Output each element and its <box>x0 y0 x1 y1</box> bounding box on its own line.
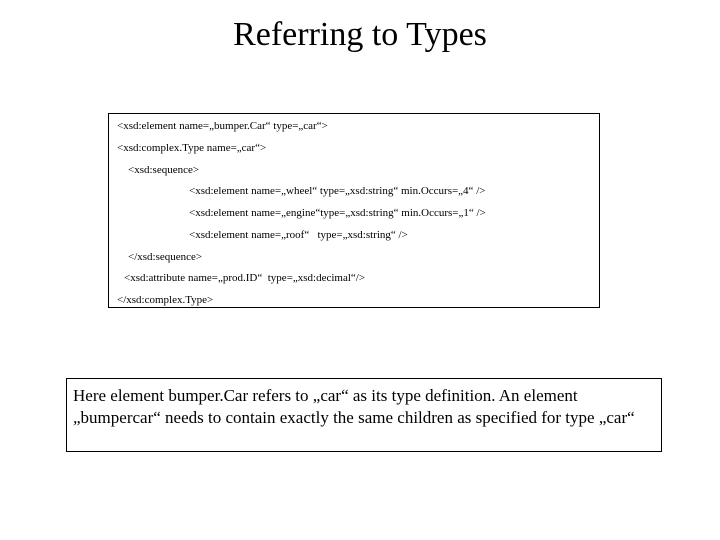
code-line-complextype: <xsd:complex.Type name=„car“> <box>117 142 267 154</box>
page-title: Referring to Types <box>233 16 487 53</box>
code-line-complextype-end: </xsd:complex.Type> <box>117 294 214 306</box>
code-box <box>108 113 600 308</box>
code-line-roof: <xsd:element name=„roof“ type=„xsd:string“ /> <box>189 229 408 241</box>
code-line-element: <xsd:element name=„bumper.Car“ type=„car“> <box>117 120 328 132</box>
code-line-engine: <xsd:element name=„engine“type=„xsd:string“ min.Occurs=„1“ /> <box>189 207 486 219</box>
code-line-attribute: <xsd:attribute name=„prod.ID“ type=„xsd:decimal“/> <box>124 272 366 284</box>
code-line-sequence: <xsd:sequence> <box>128 164 200 176</box>
explanation-note: Here element bumper.Car refers to „car“ as its type definition. An element „bumpercar“ needs to contain exactly the same children as specified for type „car“ <box>66 378 662 452</box>
code-line-wheel: <xsd:element name=„wheel“ type=„xsd:string“ min.Occurs=„4“ /> <box>189 185 486 197</box>
code-line-sequence-end: </xsd:sequence> <box>128 251 203 263</box>
